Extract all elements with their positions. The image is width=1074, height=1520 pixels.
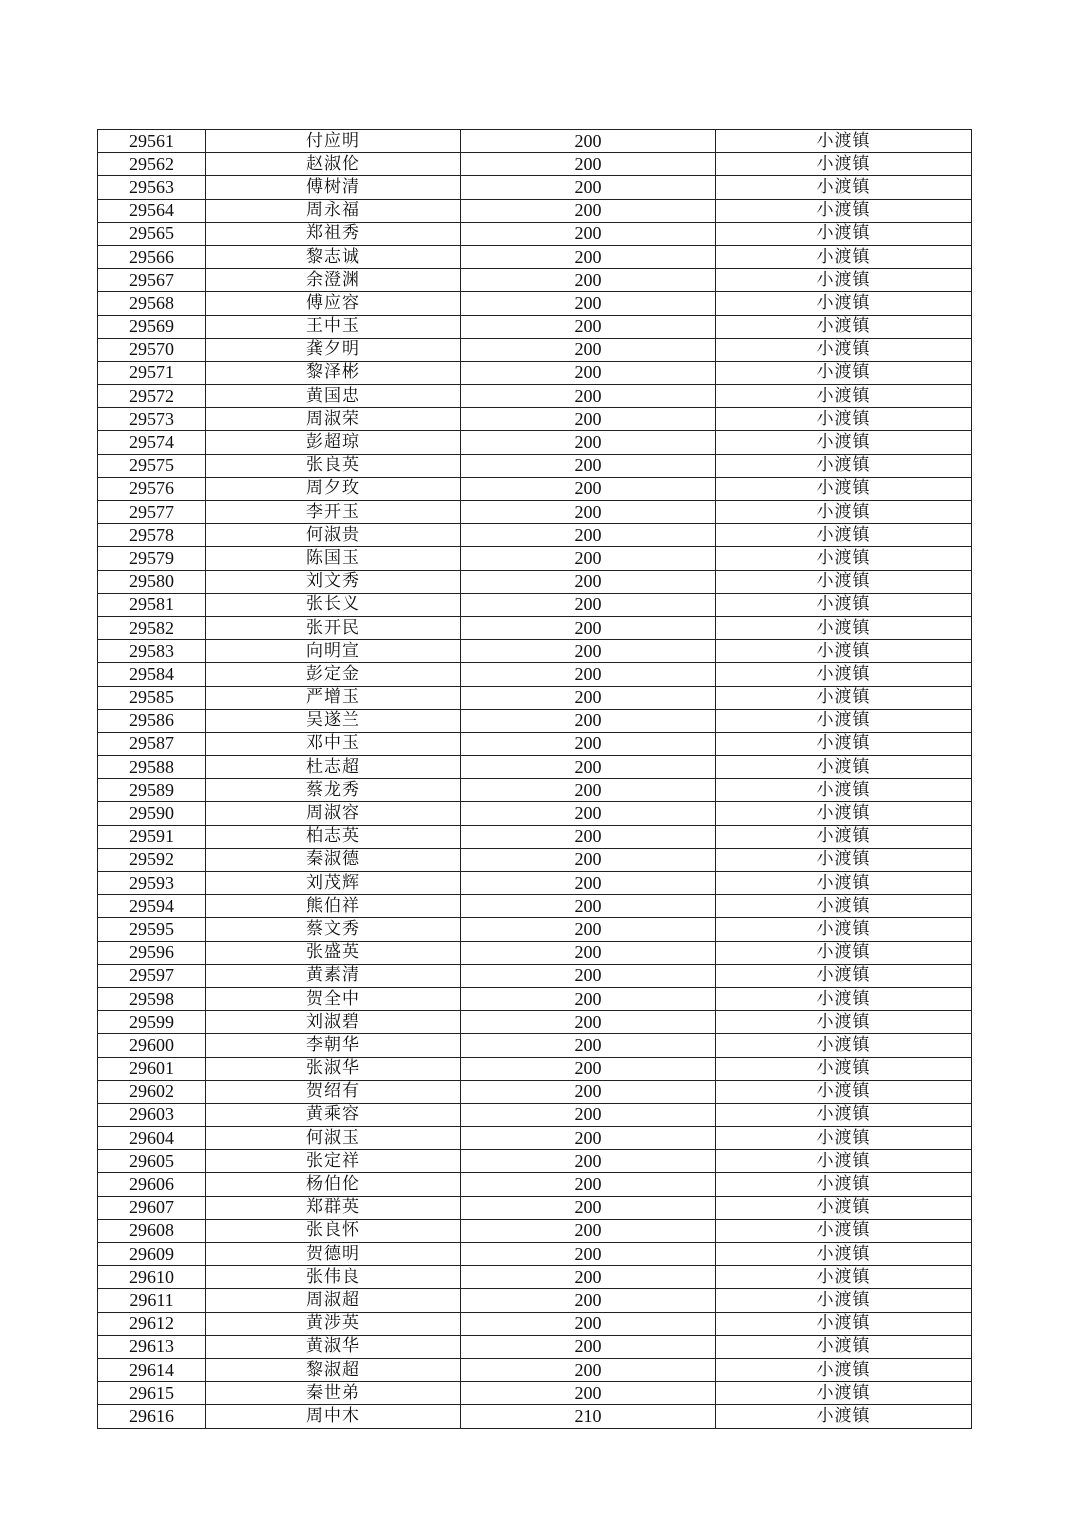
amount-cell: 200 [461, 1080, 716, 1103]
table-row [98, 431, 972, 454]
table-row [98, 1057, 972, 1080]
table-row [98, 361, 972, 384]
roster-table-body [98, 130, 972, 1429]
amount-cell: 200 [461, 501, 716, 524]
town-cell: 小渡镇 [716, 570, 972, 593]
town-cell: 小渡镇 [716, 269, 972, 292]
name-cell: 秦世弟 [206, 1382, 461, 1405]
town-cell: 小渡镇 [716, 176, 972, 199]
town-cell: 小渡镇 [716, 1196, 972, 1219]
row-number-cell: 29599 [98, 1011, 206, 1034]
town-cell: 小渡镇 [716, 292, 972, 315]
row-number-cell: 29566 [98, 245, 206, 268]
name-cell: 黄涉英 [206, 1312, 461, 1335]
row-number-cell: 29593 [98, 872, 206, 895]
table-row [98, 292, 972, 315]
town-cell: 小渡镇 [716, 1173, 972, 1196]
town-cell: 小渡镇 [716, 1103, 972, 1126]
name-cell: 黄素清 [206, 964, 461, 987]
amount-cell: 200 [461, 524, 716, 547]
table-row [98, 872, 972, 895]
town-cell: 小渡镇 [716, 1405, 972, 1428]
name-cell: 张盛英 [206, 941, 461, 964]
table-row [98, 570, 972, 593]
name-cell: 周淑超 [206, 1289, 461, 1312]
amount-cell: 200 [461, 1266, 716, 1289]
town-cell: 小渡镇 [716, 1289, 972, 1312]
town-cell: 小渡镇 [716, 593, 972, 616]
town-cell: 小渡镇 [716, 941, 972, 964]
table-row [98, 338, 972, 361]
town-cell: 小渡镇 [716, 245, 972, 268]
row-number-cell: 29574 [98, 431, 206, 454]
table-row [98, 1103, 972, 1126]
table-row [98, 918, 972, 941]
table-row [98, 825, 972, 848]
name-cell: 刘淑碧 [206, 1011, 461, 1034]
name-cell: 张良英 [206, 454, 461, 477]
amount-cell: 200 [461, 1103, 716, 1126]
name-cell: 赵淑伦 [206, 153, 461, 176]
name-cell: 周淑荣 [206, 408, 461, 431]
name-cell: 余澄渊 [206, 269, 461, 292]
amount-cell: 200 [461, 315, 716, 338]
table-row [98, 987, 972, 1010]
name-cell: 彭定金 [206, 663, 461, 686]
table-row [98, 269, 972, 292]
row-number-cell: 29607 [98, 1196, 206, 1219]
row-number-cell: 29615 [98, 1382, 206, 1405]
amount-cell: 200 [461, 292, 716, 315]
town-cell: 小渡镇 [716, 1034, 972, 1057]
town-cell: 小渡镇 [716, 987, 972, 1010]
town-cell: 小渡镇 [716, 779, 972, 802]
table-row [98, 245, 972, 268]
town-cell: 小渡镇 [716, 199, 972, 222]
amount-cell: 200 [461, 1219, 716, 1242]
table-row [98, 524, 972, 547]
amount-cell: 200 [461, 570, 716, 593]
amount-cell: 200 [461, 269, 716, 292]
town-cell: 小渡镇 [716, 1057, 972, 1080]
town-cell: 小渡镇 [716, 1219, 972, 1242]
town-cell: 小渡镇 [716, 1080, 972, 1103]
town-cell: 小渡镇 [716, 547, 972, 570]
name-cell: 李朝华 [206, 1034, 461, 1057]
town-cell: 小渡镇 [716, 895, 972, 918]
amount-cell: 200 [461, 431, 716, 454]
table-row [98, 756, 972, 779]
amount-cell: 200 [461, 1150, 716, 1173]
name-cell: 郑群英 [206, 1196, 461, 1219]
amount-cell: 210 [461, 1405, 716, 1428]
town-cell: 小渡镇 [716, 1266, 972, 1289]
table-row [98, 199, 972, 222]
row-number-cell: 29595 [98, 918, 206, 941]
row-number-cell: 29567 [98, 269, 206, 292]
town-cell: 小渡镇 [716, 222, 972, 245]
table-row [98, 848, 972, 871]
table-row [98, 779, 972, 802]
amount-cell: 200 [461, 872, 716, 895]
table-row [98, 176, 972, 199]
amount-cell: 200 [461, 802, 716, 825]
town-cell: 小渡镇 [716, 964, 972, 987]
row-number-cell: 29590 [98, 802, 206, 825]
table-row [98, 895, 972, 918]
table-row [98, 732, 972, 755]
table-row [98, 593, 972, 616]
row-number-cell: 29576 [98, 477, 206, 500]
town-cell: 小渡镇 [716, 1243, 972, 1266]
town-cell: 小渡镇 [716, 918, 972, 941]
row-number-cell: 29580 [98, 570, 206, 593]
name-cell: 邓中玉 [206, 732, 461, 755]
amount-cell: 200 [461, 779, 716, 802]
amount-cell: 200 [461, 547, 716, 570]
name-cell: 何淑贵 [206, 524, 461, 547]
amount-cell: 200 [461, 1382, 716, 1405]
row-number-cell: 29602 [98, 1080, 206, 1103]
table-row [98, 686, 972, 709]
town-cell: 小渡镇 [716, 872, 972, 895]
amount-cell: 200 [461, 477, 716, 500]
row-number-cell: 29579 [98, 547, 206, 570]
row-number-cell: 29588 [98, 756, 206, 779]
name-cell: 何淑玉 [206, 1127, 461, 1150]
row-number-cell: 29616 [98, 1405, 206, 1428]
name-cell: 周中木 [206, 1405, 461, 1428]
roster-table [97, 129, 972, 1429]
amount-cell: 200 [461, 732, 716, 755]
town-cell: 小渡镇 [716, 408, 972, 431]
table-row [98, 1034, 972, 1057]
row-number-cell: 29570 [98, 338, 206, 361]
town-cell: 小渡镇 [716, 1335, 972, 1358]
town-cell: 小渡镇 [716, 1011, 972, 1034]
table-row [98, 964, 972, 987]
amount-cell: 200 [461, 1011, 716, 1034]
amount-cell: 200 [461, 408, 716, 431]
row-number-cell: 29562 [98, 153, 206, 176]
table-row [98, 1382, 972, 1405]
row-number-cell: 29612 [98, 1312, 206, 1335]
table-row [98, 153, 972, 176]
name-cell: 李开玉 [206, 501, 461, 524]
name-cell: 周淑容 [206, 802, 461, 825]
table-row [98, 408, 972, 431]
row-number-cell: 29561 [98, 130, 206, 153]
name-cell: 杨伯伦 [206, 1173, 461, 1196]
row-number-cell: 29583 [98, 640, 206, 663]
town-cell: 小渡镇 [716, 1127, 972, 1150]
name-cell: 向明宣 [206, 640, 461, 663]
town-cell: 小渡镇 [716, 1358, 972, 1381]
amount-cell: 200 [461, 130, 716, 153]
amount-cell: 200 [461, 1173, 716, 1196]
table-row [98, 1080, 972, 1103]
table-row [98, 454, 972, 477]
name-cell: 张良怀 [206, 1219, 461, 1242]
table-row [98, 501, 972, 524]
name-cell: 黄乘容 [206, 1103, 461, 1126]
row-number-cell: 29609 [98, 1243, 206, 1266]
row-number-cell: 29597 [98, 964, 206, 987]
row-number-cell: 29603 [98, 1103, 206, 1126]
row-number-cell: 29601 [98, 1057, 206, 1080]
row-number-cell: 29592 [98, 848, 206, 871]
amount-cell: 200 [461, 1312, 716, 1335]
name-cell: 黎淑超 [206, 1358, 461, 1381]
amount-cell: 200 [461, 1243, 716, 1266]
name-cell: 秦淑德 [206, 848, 461, 871]
table-row [98, 547, 972, 570]
amount-cell: 200 [461, 616, 716, 639]
table-row [98, 1358, 972, 1381]
name-cell: 蔡龙秀 [206, 779, 461, 802]
name-cell: 贺绍有 [206, 1080, 461, 1103]
town-cell: 小渡镇 [716, 315, 972, 338]
town-cell: 小渡镇 [716, 477, 972, 500]
amount-cell: 200 [461, 385, 716, 408]
town-cell: 小渡镇 [716, 663, 972, 686]
row-number-cell: 29605 [98, 1150, 206, 1173]
row-number-cell: 29614 [98, 1358, 206, 1381]
amount-cell: 200 [461, 640, 716, 663]
name-cell: 彭超琼 [206, 431, 461, 454]
row-number-cell: 29584 [98, 663, 206, 686]
amount-cell: 200 [461, 663, 716, 686]
name-cell: 黎志诚 [206, 245, 461, 268]
town-cell: 小渡镇 [716, 1382, 972, 1405]
name-cell: 张伟良 [206, 1266, 461, 1289]
row-number-cell: 29594 [98, 895, 206, 918]
amount-cell: 200 [461, 1358, 716, 1381]
row-number-cell: 29591 [98, 825, 206, 848]
amount-cell: 200 [461, 686, 716, 709]
town-cell: 小渡镇 [716, 338, 972, 361]
amount-cell: 200 [461, 1057, 716, 1080]
amount-cell: 200 [461, 222, 716, 245]
amount-cell: 200 [461, 1335, 716, 1358]
name-cell: 吴遂兰 [206, 709, 461, 732]
amount-cell: 200 [461, 1196, 716, 1219]
row-number-cell: 29577 [98, 501, 206, 524]
amount-cell: 200 [461, 361, 716, 384]
town-cell: 小渡镇 [716, 153, 972, 176]
table-row [98, 1335, 972, 1358]
row-number-cell: 29582 [98, 616, 206, 639]
row-number-cell: 29565 [98, 222, 206, 245]
amount-cell: 200 [461, 153, 716, 176]
table-row [98, 1150, 972, 1173]
town-cell: 小渡镇 [716, 130, 972, 153]
table-row [98, 1219, 972, 1242]
amount-cell: 200 [461, 454, 716, 477]
row-number-cell: 29604 [98, 1127, 206, 1150]
amount-cell: 200 [461, 593, 716, 616]
name-cell: 张长义 [206, 593, 461, 616]
row-number-cell: 29564 [98, 199, 206, 222]
town-cell: 小渡镇 [716, 848, 972, 871]
name-cell: 张定祥 [206, 1150, 461, 1173]
name-cell: 黄淑华 [206, 1335, 461, 1358]
amount-cell: 200 [461, 338, 716, 361]
name-cell: 王中玉 [206, 315, 461, 338]
name-cell: 周永福 [206, 199, 461, 222]
town-cell: 小渡镇 [716, 454, 972, 477]
table-row [98, 941, 972, 964]
amount-cell: 200 [461, 1289, 716, 1312]
table-row [98, 1011, 972, 1034]
amount-cell: 200 [461, 918, 716, 941]
row-number-cell: 29610 [98, 1266, 206, 1289]
table-row [98, 1243, 972, 1266]
row-number-cell: 29575 [98, 454, 206, 477]
town-cell: 小渡镇 [716, 1312, 972, 1335]
town-cell: 小渡镇 [716, 825, 972, 848]
row-number-cell: 29598 [98, 987, 206, 1010]
name-cell: 郑祖秀 [206, 222, 461, 245]
row-number-cell: 29569 [98, 315, 206, 338]
row-number-cell: 29568 [98, 292, 206, 315]
town-cell: 小渡镇 [716, 385, 972, 408]
table-row [98, 1173, 972, 1196]
name-cell: 刘茂辉 [206, 872, 461, 895]
town-cell: 小渡镇 [716, 361, 972, 384]
town-cell: 小渡镇 [716, 802, 972, 825]
amount-cell: 200 [461, 848, 716, 871]
town-cell: 小渡镇 [716, 524, 972, 547]
name-cell: 傅树清 [206, 176, 461, 199]
table-row [98, 709, 972, 732]
table-row [98, 802, 972, 825]
row-number-cell: 29608 [98, 1219, 206, 1242]
amount-cell: 200 [461, 895, 716, 918]
amount-cell: 200 [461, 199, 716, 222]
table-row [98, 1289, 972, 1312]
amount-cell: 200 [461, 245, 716, 268]
amount-cell: 200 [461, 1034, 716, 1057]
table-row [98, 385, 972, 408]
amount-cell: 200 [461, 987, 716, 1010]
name-cell: 张开民 [206, 616, 461, 639]
town-cell: 小渡镇 [716, 1150, 972, 1173]
row-number-cell: 29613 [98, 1335, 206, 1358]
row-number-cell: 29571 [98, 361, 206, 384]
name-cell: 周夕玫 [206, 477, 461, 500]
table-row [98, 616, 972, 639]
name-cell: 黎泽彬 [206, 361, 461, 384]
amount-cell: 200 [461, 756, 716, 779]
town-cell: 小渡镇 [716, 501, 972, 524]
table-row [98, 663, 972, 686]
table-row [98, 1405, 972, 1428]
name-cell: 付应明 [206, 130, 461, 153]
name-cell: 严增玉 [206, 686, 461, 709]
name-cell: 柏志英 [206, 825, 461, 848]
amount-cell: 200 [461, 176, 716, 199]
table-row [98, 1196, 972, 1219]
name-cell: 贺全中 [206, 987, 461, 1010]
town-cell: 小渡镇 [716, 686, 972, 709]
town-cell: 小渡镇 [716, 756, 972, 779]
name-cell: 蔡文秀 [206, 918, 461, 941]
table-row [98, 640, 972, 663]
table-row [98, 1127, 972, 1150]
table-row [98, 315, 972, 338]
row-number-cell: 29573 [98, 408, 206, 431]
town-cell: 小渡镇 [716, 732, 972, 755]
name-cell: 黄国忠 [206, 385, 461, 408]
name-cell: 刘文秀 [206, 570, 461, 593]
name-cell: 陈国玉 [206, 547, 461, 570]
row-number-cell: 29589 [98, 779, 206, 802]
row-number-cell: 29596 [98, 941, 206, 964]
row-number-cell: 29606 [98, 1173, 206, 1196]
name-cell: 杜志超 [206, 756, 461, 779]
row-number-cell: 29586 [98, 709, 206, 732]
row-number-cell: 29600 [98, 1034, 206, 1057]
row-number-cell: 29572 [98, 385, 206, 408]
name-cell: 熊伯祥 [206, 895, 461, 918]
name-cell: 傅应容 [206, 292, 461, 315]
town-cell: 小渡镇 [716, 640, 972, 663]
row-number-cell: 29563 [98, 176, 206, 199]
row-number-cell: 29587 [98, 732, 206, 755]
amount-cell: 200 [461, 941, 716, 964]
name-cell: 贺德明 [206, 1243, 461, 1266]
table-row [98, 1266, 972, 1289]
town-cell: 小渡镇 [716, 431, 972, 454]
town-cell: 小渡镇 [716, 709, 972, 732]
table-row [98, 477, 972, 500]
row-number-cell: 29578 [98, 524, 206, 547]
amount-cell: 200 [461, 1127, 716, 1150]
row-number-cell: 29585 [98, 686, 206, 709]
table-row [98, 222, 972, 245]
amount-cell: 200 [461, 825, 716, 848]
table-row [98, 1312, 972, 1335]
row-number-cell: 29581 [98, 593, 206, 616]
table-row [98, 130, 972, 153]
amount-cell: 200 [461, 964, 716, 987]
town-cell: 小渡镇 [716, 616, 972, 639]
name-cell: 张淑华 [206, 1057, 461, 1080]
name-cell: 龚夕明 [206, 338, 461, 361]
amount-cell: 200 [461, 709, 716, 732]
row-number-cell: 29611 [98, 1289, 206, 1312]
